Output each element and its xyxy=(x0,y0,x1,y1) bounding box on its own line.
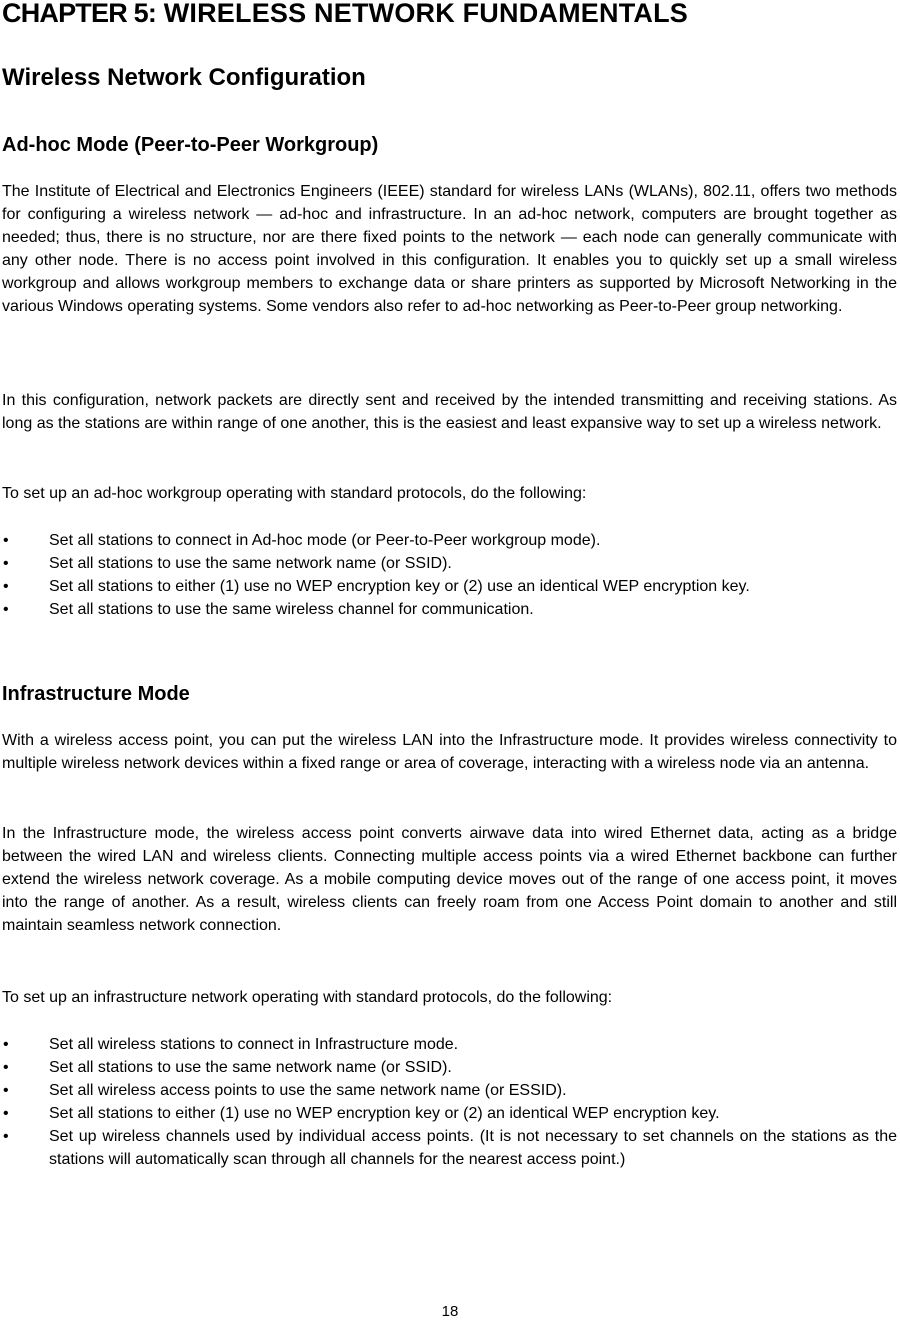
section-title: Wireless Network Configuration xyxy=(2,64,366,91)
bullet-icon: • xyxy=(3,1036,9,1053)
list-item xyxy=(2,552,897,575)
list-item xyxy=(2,529,897,552)
adhoc-heading: Ad-hoc Mode (Peer-to-Peer Workgroup) xyxy=(2,134,379,156)
list-item xyxy=(2,1056,897,1079)
bullet-icon: • xyxy=(3,1082,9,1099)
list-item xyxy=(2,1033,897,1056)
list-item-text: Set all stations to either (1) use no WEP encryption key or (2) an identical WEP encryption key. xyxy=(49,1105,720,1122)
list-item-text: Set all stations to use the same wireless channel for communication. xyxy=(49,601,534,618)
bullet-icon: • xyxy=(3,601,9,618)
adhoc-paragraph-3: To set up an ad-hoc workgroup operating with standard protocols, do the following: xyxy=(2,485,587,502)
bullet-icon: • xyxy=(3,1105,9,1122)
chapter-heading xyxy=(2,0,688,29)
list-item xyxy=(2,598,897,621)
bullet-icon: • xyxy=(3,1128,9,1145)
chapter-title: WIRELESS NETWORK FUNDAMENTALS xyxy=(163,0,688,28)
chapter-prefix: CHAPTER 5: xyxy=(2,0,157,28)
list-item-text: Set all stations to either (1) use no WEP encryption key or (2) use an identical WEP encryption key. xyxy=(49,578,750,595)
adhoc-paragraph-2: In this configuration, network packets are directly sent and received by the intended transmitting and receiving stations. As long as the stations are within range of one another, this is the easiest and least expansive way to set up a wireless network. xyxy=(2,392,897,432)
bullet-icon: • xyxy=(3,578,9,595)
list-item xyxy=(2,1079,897,1102)
infrastructure-paragraph-2: In the Infrastructure mode, the wireless access point converts airwave data into wired Ethernet data, acting as a bridge between the wired LAN and wireless clients. Connecting multiple access points via a wired Ethernet backbone can further extend the wireless network coverage. As a mobile computing device moves out of the range of one access point, it moves into the range of another. As a result, wireless clients can freely roam from one Access Point domain to another and still maintain seamless network connection. xyxy=(2,825,897,934)
list-item xyxy=(2,1125,897,1171)
list-item xyxy=(2,575,897,598)
infrastructure-bullet-list xyxy=(2,1033,897,1171)
page-number: 18 xyxy=(441,1303,459,1320)
list-item-text: Set all wireless access points to use the same network name (or ESSID). xyxy=(49,1082,567,1099)
infrastructure-paragraph-1: With a wireless access point, you can put the wireless LAN into the Infrastructure mode. It provides wireless connectivity to multiple wireless network devices within a fixed range or area of coverage, interacting with a wireless node via an antenna. xyxy=(2,732,897,772)
bullet-icon: • xyxy=(3,1059,9,1076)
bullet-icon: • xyxy=(3,532,9,549)
list-item-text: Set all stations to use the same network name (or SSID). xyxy=(49,1059,452,1076)
list-item xyxy=(2,1102,897,1125)
adhoc-bullet-list xyxy=(2,529,897,621)
adhoc-paragraph-1: The Institute of Electrical and Electronics Engineers (IEEE) standard for wireless LANs (WLANs), 802.11, offers two methods for configuring a wireless network — ad-hoc and infrastructure. In an ad-hoc network, computers are brought together as needed; thus, there is no structure, nor are there fixed points to the network — each node can generally communicate with any other node. There is no access point involved in this configuration. It enables you to quickly set up a small wireless workgroup and allows workgroup members to exchange data or share printers as supported by Microsoft Networking in the various Windows operating systems. Some vendors also refer to ad-hoc networking as Peer-to-Peer group networking. xyxy=(2,183,897,315)
infrastructure-heading: Infrastructure Mode xyxy=(2,683,190,705)
bullet-icon: • xyxy=(3,555,9,572)
infrastructure-paragraph-3: To set up an infrastructure network operating with standard protocols, do the following: xyxy=(2,989,613,1006)
list-item-text: Set up wireless channels used by individual access points. (It is not necessary to set channels on the stations as the stations will automatically scan through all channels for the nearest access point.) xyxy=(49,1128,897,1168)
list-item-text: Set all stations to use the same network name (or SSID). xyxy=(49,555,452,572)
list-item-text: Set all wireless stations to connect in Infrastructure mode. xyxy=(49,1036,459,1053)
list-item-text: Set all stations to connect in Ad-hoc mode (or Peer-to-Peer workgroup mode). xyxy=(49,532,601,549)
